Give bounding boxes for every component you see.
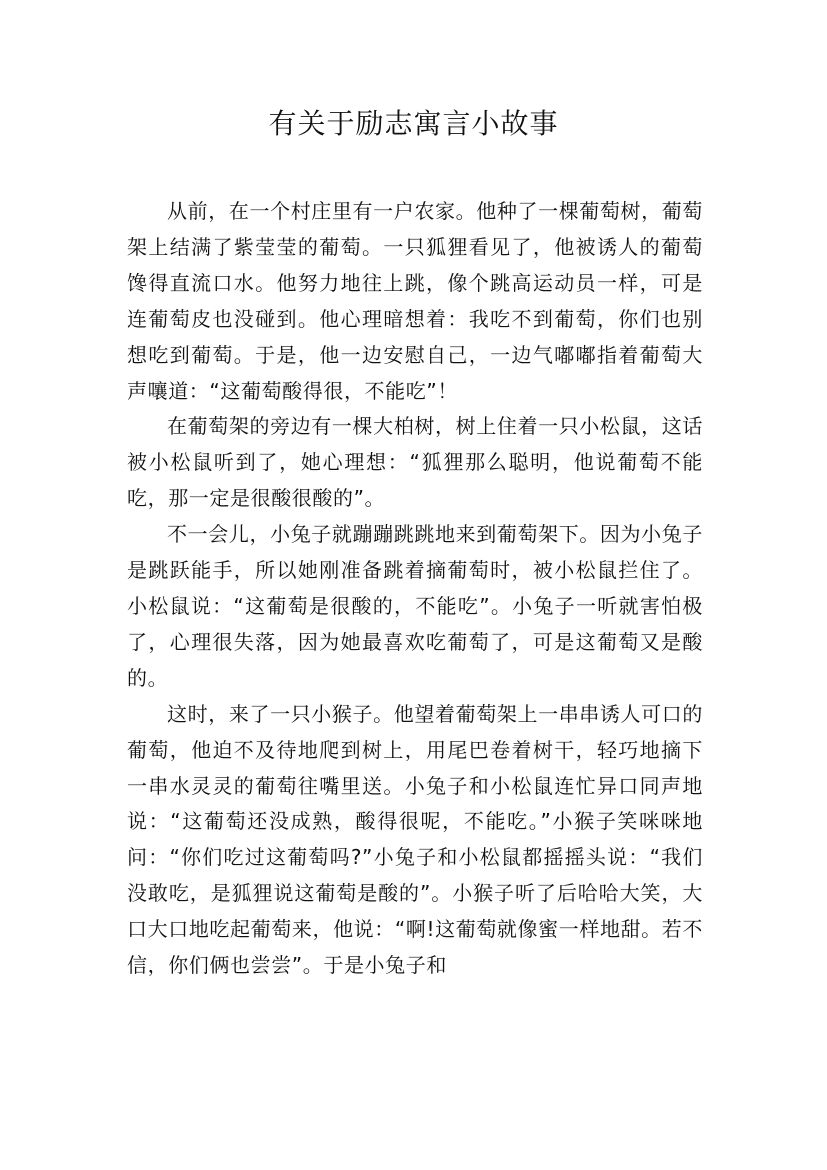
paragraph-4: 这时，来了一只小猴子。他望着葡萄架上一串串诱人可口的葡萄，他迫不及待地爬到树上，用尾巴卷着树干，轻巧地摘下一串水灵灵的葡萄往嘴里送。小兔子和小松鼠连忙异口同声地说：“这葡萄还没成熟，酸得很呢，不能吃。”小猴子笑咪咪地问：“你们吃过这葡萄吗?”小兔子和小松鼠都摇摇头说：“我们没敢吃，是狐狸说这葡萄是酸的”。小猴子听了后哈哈大笑，大口大口地吃起葡萄来，他说：“啊!这葡萄就像蜜一样地甜。若不信，你们俩也尝尝”。于是小兔子和 bbox=[127, 701, 703, 978]
paragraph-1: 从前，在一个村庄里有一户农家。他种了一棵葡萄树，葡萄架上结满了紫莹莹的葡萄。一只狐狸看见了，他被诱人的葡萄馋得直流口水。他努力地往上跳，像个跳高运动员一样，可是连葡萄皮也没碰到。他心理暗想着：我吃不到葡萄，你们也别想吃到葡萄。于是，他一边安慰自己，一边气嘟嘟指着葡萄大声嚷道：“这葡萄酸得很，不能吃”！ bbox=[127, 199, 703, 403]
paragraph-2: 在葡萄架的旁边有一棵大柏树，树上住着一只小松鼠，这话被小松鼠听到了，她心理想：“狐狸那么聪明，他说葡萄不能吃，那一定是很酸很酸的”。 bbox=[127, 414, 703, 511]
document-title: 有关于励志寓言小故事 bbox=[268, 107, 559, 140]
document-body bbox=[127, 194, 703, 984]
paragraph-3: 不一会儿，小兔子就蹦蹦跳跳地来到葡萄架下。因为小兔子是跳跃能手，所以她刚准备跳着摘葡萄时，被小松鼠拦住了。小松鼠说：“这葡萄是很酸的，不能吃”。小兔子一听就害怕极了，心理很失落，因为她最喜欢吃葡萄了，可是这葡萄又是酸的。 bbox=[127, 522, 703, 690]
